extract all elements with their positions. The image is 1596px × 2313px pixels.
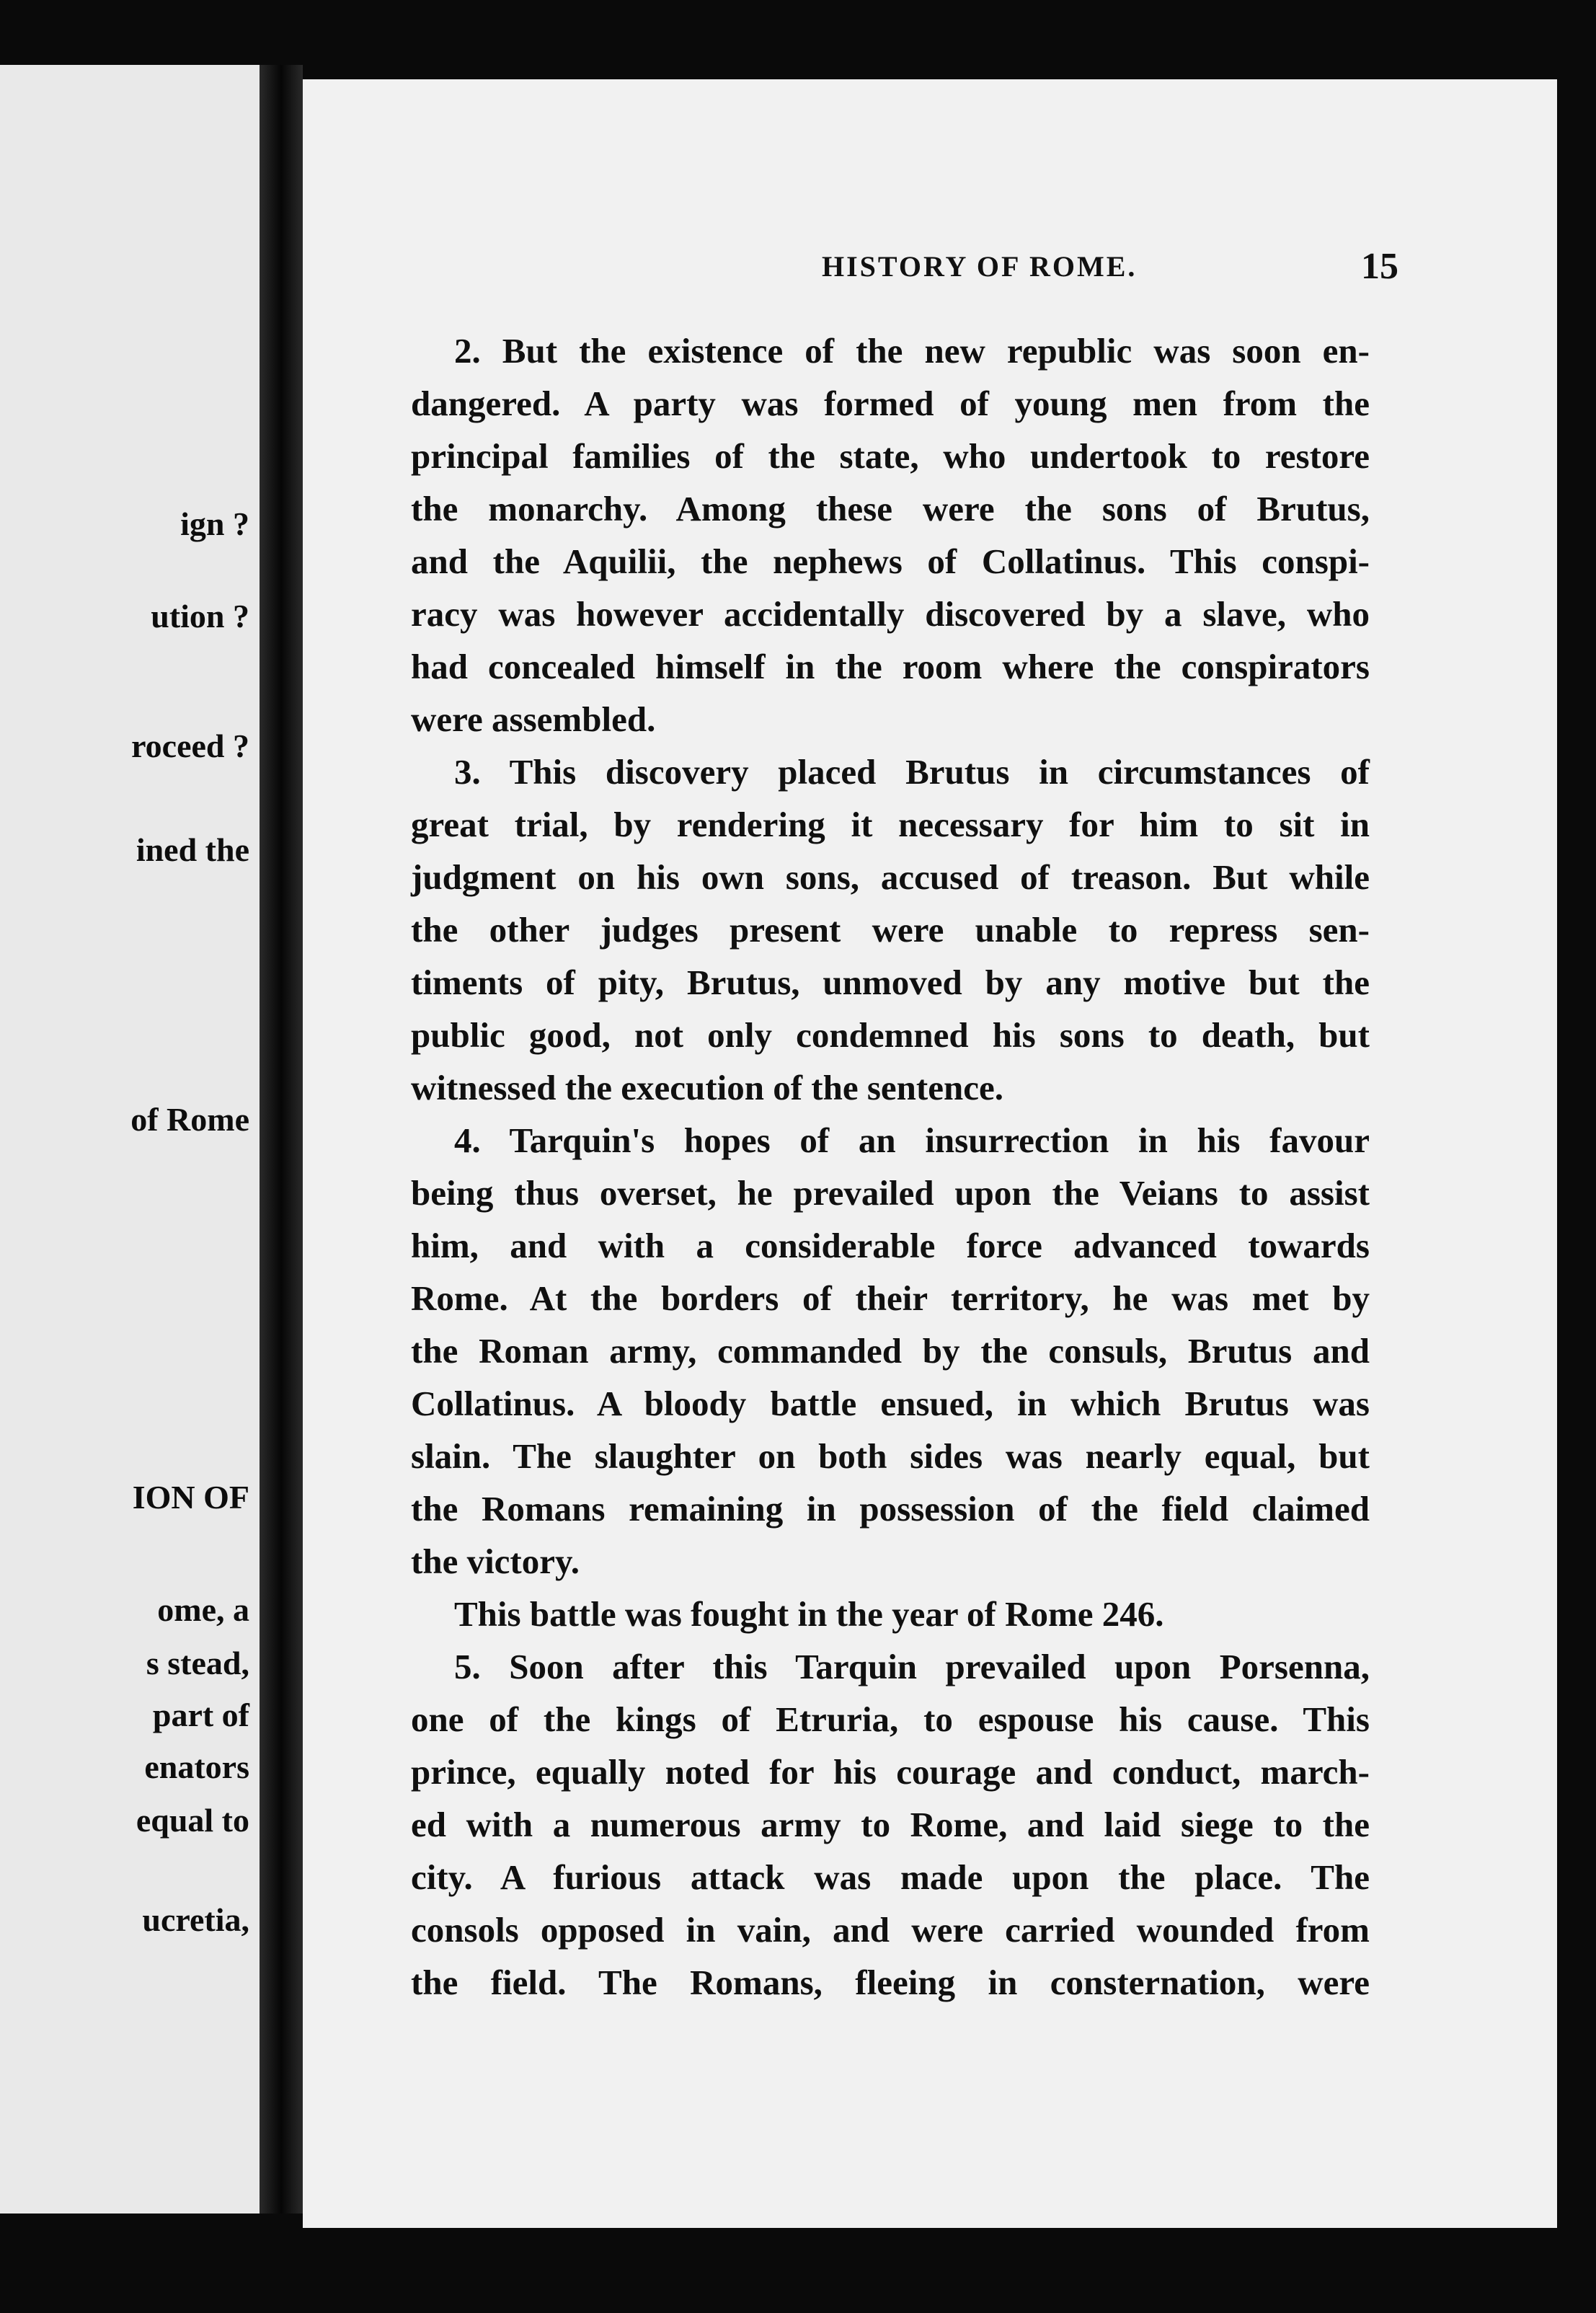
text-line: principal families of the state, who undertook to restore — [411, 436, 1370, 476]
running-head-title: HISTORY OF ROME. — [822, 250, 1138, 283]
running-head — [440, 246, 1398, 300]
text-line: slain. The slaughter on both sides was nearly equal, but — [411, 1436, 1370, 1476]
text-line: the victory. — [411, 1542, 580, 1581]
facing-page — [0, 65, 260, 2214]
text-line: great trial, by rendering it necessary for him to sit in — [411, 805, 1370, 844]
text-line: witnessed the execution of the sentence. — [411, 1068, 1003, 1107]
text-line: dangered. A party was formed of young men from the — [411, 384, 1370, 423]
facing-page-fragment: ome, a — [157, 1591, 249, 1628]
text-line: one of the kings of Etruria, to espouse his cause. This — [411, 1699, 1370, 1739]
text-line: city. A furious attack was made upon the place. The — [411, 1857, 1370, 1897]
text-line: Collatinus. A bloody battle ensued, in which Brutus was — [411, 1384, 1370, 1423]
facing-page-fragment: roceed ? — [131, 727, 249, 764]
facing-page-fragment: ign ? — [180, 505, 249, 542]
facing-page-fragment: ION OF — [132, 1479, 249, 1516]
text-line: 2. But the existence of the new republic was soon en- — [454, 331, 1370, 371]
facing-page-fragment: ined the — [136, 831, 249, 868]
text-line: the Romans remaining in possession of the field claimed — [411, 1489, 1370, 1529]
facing-page-fragment: of Rome — [130, 1101, 249, 1138]
text-line: him, and with a considerable force advanced towards — [411, 1226, 1370, 1265]
page-number: 15 — [1361, 246, 1398, 287]
text-line: 5. Soon after this Tarquin prevailed upon Porsenna, — [454, 1647, 1370, 1686]
facing-page-fragment: ution ? — [151, 598, 249, 634]
facing-page-fragment: part of — [152, 1697, 249, 1733]
text-line: timents of pity, Brutus, unmoved by any motive but the — [411, 963, 1370, 1002]
text-line: consols opposed in vain, and were carried wounded from — [411, 1910, 1370, 1950]
text-line: racy was however accidentally discovered by a slave, who — [411, 594, 1370, 634]
text-line: were assembled. — [411, 699, 656, 739]
text-line: 4. Tarquin's hopes of an insurrection in his favour — [454, 1120, 1370, 1160]
facing-page-fragment: equal to — [136, 1802, 249, 1839]
text-line: Rome. At the borders of their territory, he was met by — [411, 1278, 1370, 1318]
text-line: the field. The Romans, fleeing in consternation, were — [411, 1963, 1370, 2002]
book-page — [303, 79, 1557, 2228]
page-body — [411, 324, 1370, 2009]
text-line: 3. This discovery placed Brutus in circumstances of — [454, 752, 1370, 792]
text-line: judgment on his own sons, accused of treason. But while — [411, 857, 1370, 897]
facing-page-fragment: enators — [144, 1748, 249, 1785]
text-line: the other judges present were unable to repress sen- — [411, 910, 1370, 950]
text-line: This battle was fought in the year of Rome 246. — [454, 1594, 1164, 1634]
book-gutter — [260, 65, 303, 2214]
text-line: public good, not only condemned his sons to death, but — [411, 1015, 1370, 1055]
text-line: the Roman army, commanded by the consuls, Brutus and — [411, 1331, 1370, 1371]
text-line: had concealed himself in the room where the conspirators — [411, 647, 1370, 686]
text-line: ed with a numerous army to Rome, and laid siege to the — [411, 1805, 1370, 1844]
text-line: prince, equally noted for his courage and conduct, march- — [411, 1752, 1370, 1792]
text-line: the monarchy. Among these were the sons of Brutus, — [411, 489, 1370, 529]
text-line: and the Aquilii, the nephews of Collatinus. This conspi- — [411, 541, 1370, 581]
facing-page-fragment: ucretia, — [142, 1901, 249, 1938]
facing-page-fragment: s stead, — [146, 1645, 249, 1681]
text-line: being thus overset, he prevailed upon the Veians to assist — [411, 1173, 1370, 1213]
